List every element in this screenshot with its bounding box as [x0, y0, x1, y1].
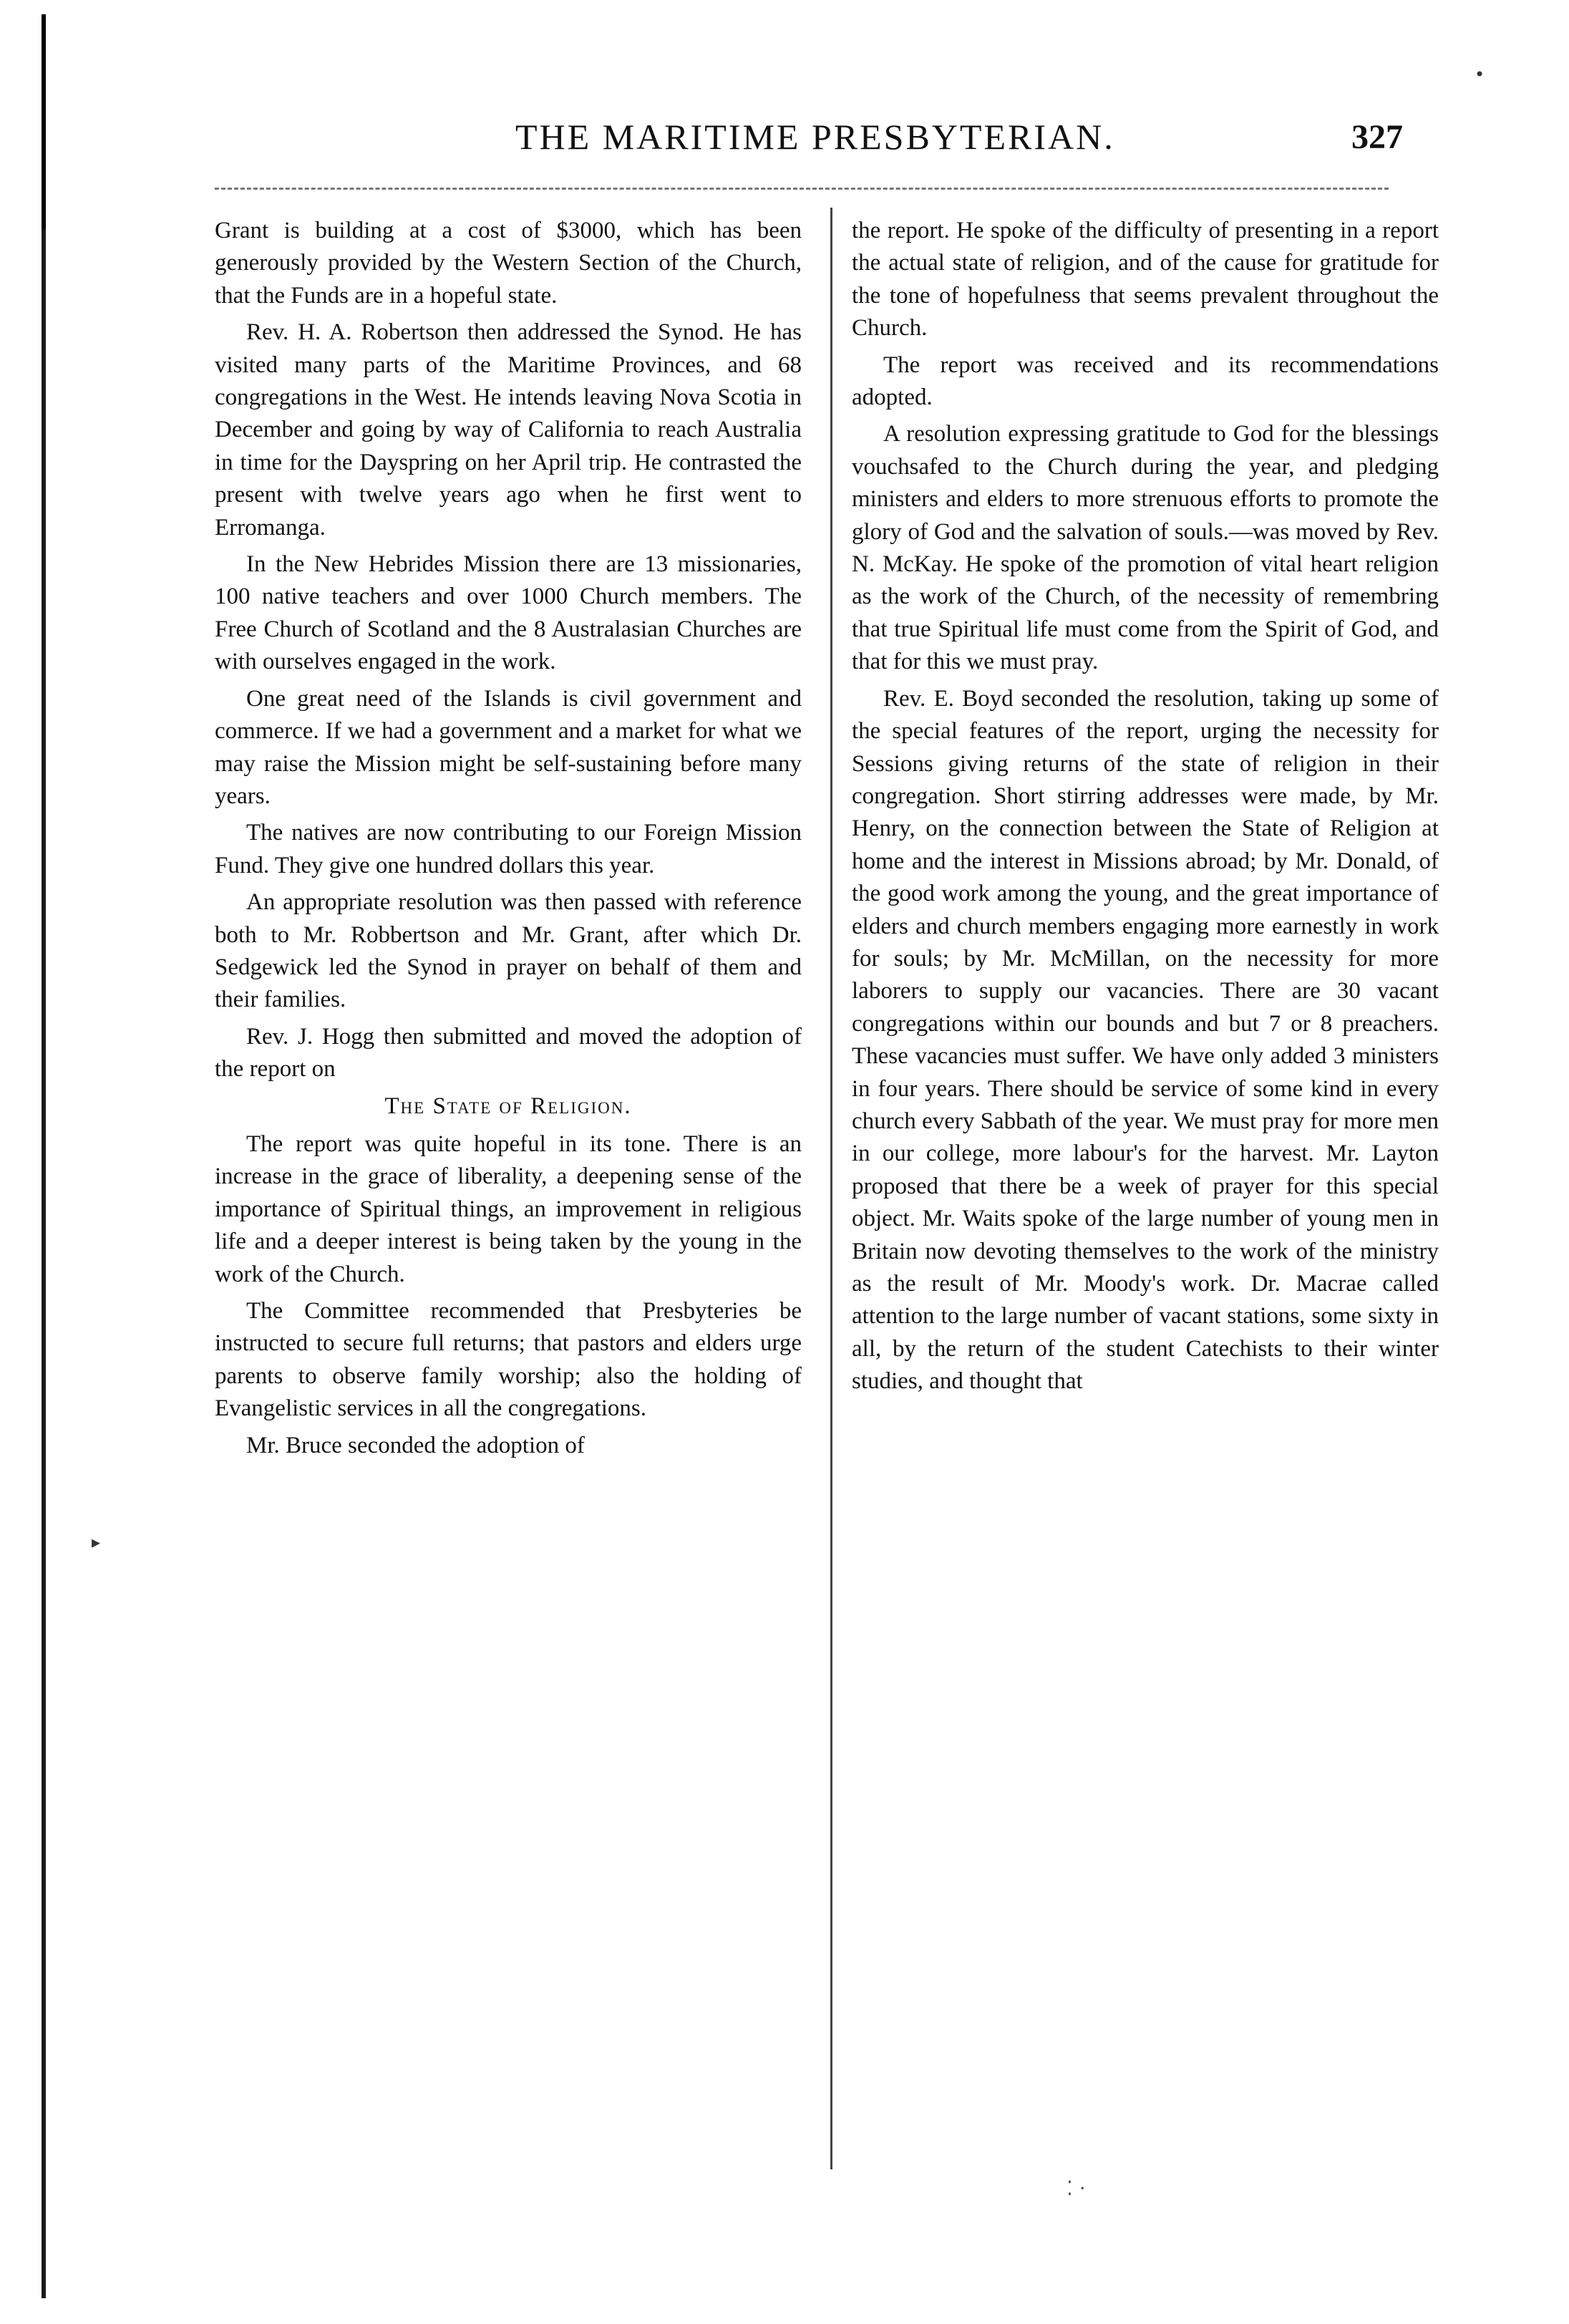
left-column — [215, 215, 802, 1466]
footer-marks: ⁚ · — [1067, 2177, 1086, 2200]
paragraph: The natives are now contributing to our Foreign Mission Fund. They give one hundred dollars this year. — [215, 820, 802, 878]
paragraph: In the New Hebrides Mission there are 13 missionaries, 100 native teachers and over 1000 Church members. The Free Church of Scotland and the 8 Australasian Churches are with ourselves engaged in the work. — [215, 551, 802, 675]
paragraph: Grant is building at a cost of $3000, which has been generously provided by the Western Section of the Church, that the Funds are in a hopeful state. — [215, 218, 802, 309]
scan-binding-edge — [42, 14, 46, 2298]
paragraph: Rev. J. Hogg then submitted and moved the adoption of the report on — [215, 1023, 802, 1083]
section-heading: The State of Religion. — [384, 1093, 632, 1119]
paragraph: The Committee recommended that Presbyteries be instructed to secure full returns; that pastors and elders urge parents to observe family worship; also the holding of Evangelistic services in all the congregations. — [215, 1298, 802, 1422]
column-rule — [830, 208, 832, 2169]
paragraph: the report. He spoke of the difficulty of presenting in a report the actual state of religion, and of the cause for gratitude for the tone of hopefulness that seems prevalent throughout the Church. — [852, 218, 1439, 342]
running-title: THE MARITIME PRESBYTERIAN. — [515, 117, 1115, 157]
header-rule — [215, 188, 1389, 190]
margin-mark: ▸ — [92, 1532, 101, 1552]
paragraph: An appropriate resolution was then passed with reference both to Mr. Robbertson and Mr. Grant, after which Dr. Sedgewick led the Synod in prayer on behalf of them and their families. — [215, 889, 802, 1013]
paragraph: Mr. Bruce seconded the adoption of — [246, 1432, 585, 1458]
paragraph: The report was received and its recommendations adopted. — [852, 352, 1439, 411]
right-column — [852, 215, 1439, 1403]
scan-speck: • — [1475, 64, 1485, 84]
paragraph: Rev. H. A. Robertson then addressed the Synod. He has visited many parts of the Maritime Provinces, and 68 congregations in the West. He intends leaving Nova Scotia in December and going by way of California to reach Australia in time for the Dayspring on her April trip. He contrasted the present with twelve years ago when he first went to Erromanga. — [215, 319, 802, 541]
paragraph: A resolution expressing gratitude to God for the blessings vouchsafed to the Church during the year, and pledging ministers and elders to more strenuous efforts to promote the glory of God and the salvation of souls.—was moved by Rev. N. McKay. He spoke of the promotion of vital heart religion as the work of the Church, of the necessity of remembring that true Spiritual life must come from the Spirit of God, and that for this we must pray. — [852, 421, 1439, 675]
paragraph: The report was quite hopeful in its tone. There is an increase in the grace of liberality, a deepening sense of the importance of Spiritual things, an improvement in religious life and a deeper interest is being taken by the young in the work of the Church. — [215, 1130, 802, 1287]
paragraph: One great need of the Islands is civil government and commerce. If we had a government and a market for what we may raise the Mission might be self-sustaining before many years. — [215, 685, 802, 809]
page-number: 327 — [1351, 118, 1403, 156]
paragraph: Rev. E. Boyd seconded the resolution, taking up some of the special features of the report, urging the necessity for Sessions giving returns of the state of religion in their congregation. Short stirring addresses were made, by Mr. Henry, on the connection between the State of Religion at home and the interest in Missions abroad; by Mr. Donald, of the good work among the young, and the great importance of elders and church members engaging more earnestly in work for souls; by Mr. McMillan, on the necessity for more laborers to supply our vacancies. There are 30 vacant congregations within our bounds and but 7 or 8 preachers. These vacancies must suffer. We have only added 3 ministers in four years. There should be service of some kind in every church every Sabbath of the year. We must pray for more men in our college, more labour's for the harvest. Mr. Layton proposed that there be a week of prayer for this special object. Mr. Waits spoke of the large number of young men in Britain now devoting themselves to the work of the ministry as the result of Mr. Moody's work. Dr. Macrae called attention to the large number of vacant stations, some sixty in all, by the return of the student Catechists to their winter studies, and thought that — [852, 685, 1439, 1395]
page-header — [143, 107, 1446, 165]
scan-binding-edge-top — [42, 14, 46, 229]
